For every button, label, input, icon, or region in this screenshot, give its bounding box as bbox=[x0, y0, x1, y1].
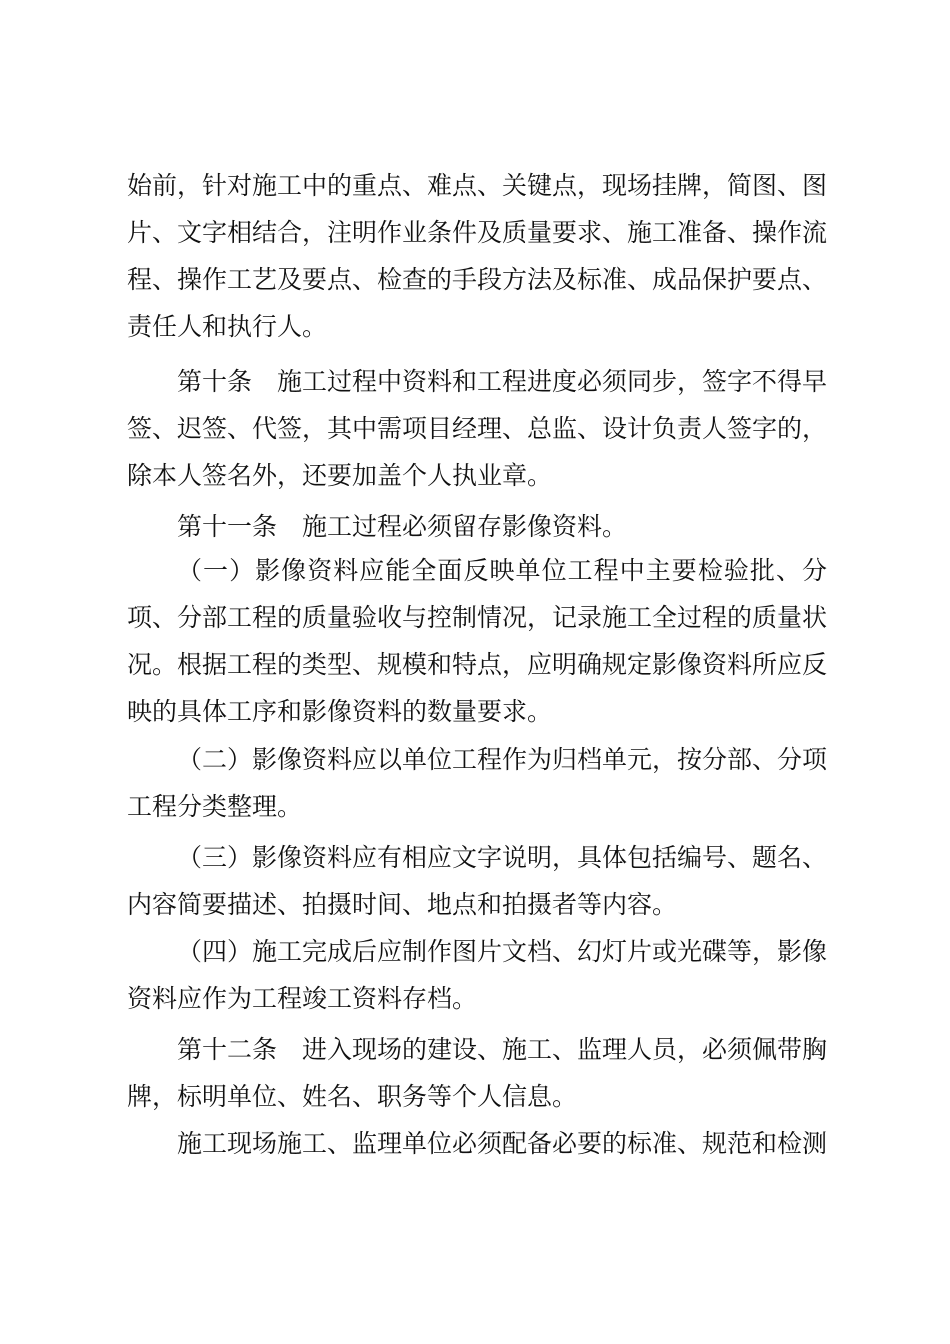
paragraph-site-equipment: 施工现场施工、监理单位必须配备必要的标准、规范和检测 bbox=[177, 1129, 828, 1158]
paragraph-item-4: （四）施工完成后应制作图片文档、幻灯片或光碟等，影像资料应作为工程竣工资料存档。 bbox=[127, 937, 828, 1013]
paragraph-item-1: （一）影像资料应能全面反映单位工程中主要检验批、分项、分部工程的质量验收与控制情况，记录施工全过程的质量状况。根据工程的类型、规模和特点，应明确规定影像资料所应反映的具体工序和影像资料的数量要求。 bbox=[127, 556, 828, 726]
paragraph-item-3: （三）影像资料应有相应文字说明，具体包括编号、题名、内容简要描述、拍摄时间、地点和拍摄者等内容。 bbox=[127, 843, 828, 919]
paragraph-article-12: 第十二条 进入现场的建设、施工、监理人员，必须佩带胸牌，标明单位、姓名、职务等个人信息。 bbox=[127, 1035, 828, 1111]
paragraph-article-10: 第十条 施工过程中资料和工程进度必须同步，签字不得早签、迟签、代签，其中需项目经理、总监、设计负责人签字的，除本人签名外，还要加盖个人执业章。 bbox=[127, 367, 828, 490]
paragraph-continuation: 始前，针对施工中的重点、难点、关键点，现场挂牌，简图、图片、文字相结合，注明作业条件及质量要求、施工准备、操作流程、操作工艺及要点、检查的手段方法及标准、成品保护要点、责任人和执行人。 bbox=[127, 171, 828, 341]
paragraph-article-11: 第十一条 施工过程必须留存影像资料。 bbox=[177, 512, 628, 541]
paragraph-item-2: （二）影像资料应以单位工程作为归档单元，按分部、分项工程分类整理。 bbox=[127, 745, 828, 821]
